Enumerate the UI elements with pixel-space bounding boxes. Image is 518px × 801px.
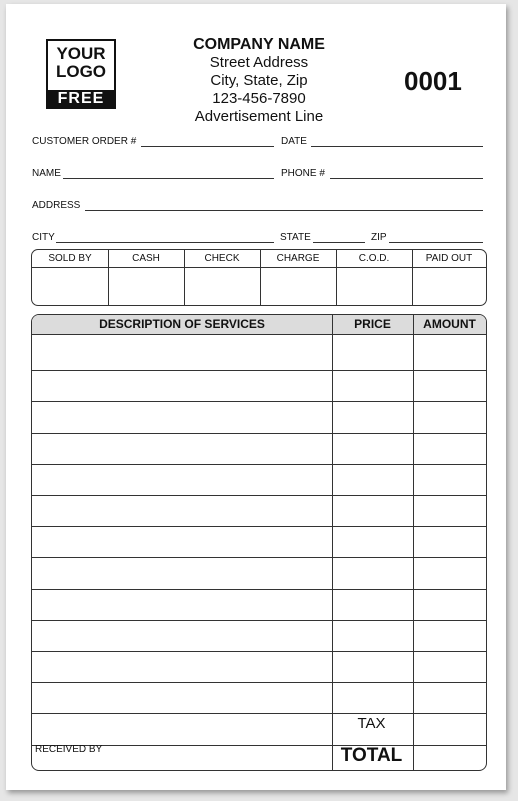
paid-out-header: PAID OUT <box>412 250 486 268</box>
name-label: NAME <box>32 168 61 179</box>
address-label: ADDRESS <box>32 200 81 211</box>
service-row[interactable] <box>32 465 486 496</box>
payment-method-box <box>31 249 487 306</box>
total-label: TOTAL <box>340 745 403 766</box>
cash-header: CASH <box>108 250 184 268</box>
sold-by-header: SOLD BY <box>32 250 108 268</box>
sold-by-cell[interactable] <box>32 250 109 305</box>
check-cell[interactable] <box>184 250 261 305</box>
service-row[interactable] <box>32 590 486 621</box>
city-label: CITY <box>32 232 55 243</box>
received-by-label: RECEIVED BY <box>35 744 103 755</box>
service-row[interactable] <box>32 652 486 683</box>
logo-line-1: YOUR <box>56 44 106 63</box>
check-header: CHECK <box>184 250 260 268</box>
charge-cell[interactable] <box>260 250 337 305</box>
paid-out-cell[interactable] <box>412 250 486 305</box>
service-row[interactable] <box>32 683 486 714</box>
cash-cell[interactable] <box>108 250 185 305</box>
services-header-row <box>32 315 486 335</box>
service-row[interactable] <box>32 496 486 527</box>
phone-field[interactable] <box>330 178 483 179</box>
company-street: Street Address <box>209 54 309 71</box>
company-advert: Advertisement Line <box>194 108 324 125</box>
services-table <box>31 314 487 771</box>
logo-line-2: LOGO <box>55 62 107 81</box>
service-row[interactable] <box>32 371 486 402</box>
state-label: STATE <box>280 232 311 243</box>
company-phone: 123-456-7890 <box>212 90 306 107</box>
logo-text <box>48 45 114 81</box>
amount-header: AMOUNT <box>423 317 476 331</box>
zip-label: ZIP <box>371 232 387 243</box>
service-row[interactable] <box>32 402 486 433</box>
customer-order-label: CUSTOMER ORDER # <box>32 136 137 147</box>
order-form-sheet <box>6 4 506 790</box>
service-row[interactable] <box>32 558 486 589</box>
company-logo <box>46 39 116 109</box>
company-name: COMPANY NAME <box>193 36 325 53</box>
date-field[interactable] <box>311 146 483 147</box>
date-label: DATE <box>281 136 307 147</box>
service-row[interactable] <box>32 714 486 745</box>
customer-order-field[interactable] <box>141 146 274 147</box>
description-header: DESCRIPTION OF SERVICES <box>99 317 265 331</box>
service-row[interactable] <box>32 621 486 652</box>
city-field[interactable] <box>56 242 274 243</box>
name-field[interactable] <box>63 178 274 179</box>
service-row[interactable] <box>32 340 486 371</box>
logo-free-badge: FREE <box>48 90 114 107</box>
address-field[interactable] <box>85 210 483 211</box>
charge-header: CHARGE <box>260 250 336 268</box>
state-field[interactable] <box>313 242 365 243</box>
company-city: City, State, Zip <box>210 72 308 89</box>
tax-label: TAX <box>357 715 386 732</box>
cod-cell[interactable] <box>336 250 413 305</box>
service-row[interactable] <box>32 527 486 558</box>
cod-header: C.O.D. <box>336 250 412 268</box>
price-header: PRICE <box>354 317 391 331</box>
phone-label: PHONE # <box>281 168 325 179</box>
form-number: 0001 <box>404 66 462 96</box>
zip-field[interactable] <box>389 242 483 243</box>
service-row[interactable] <box>32 434 486 465</box>
